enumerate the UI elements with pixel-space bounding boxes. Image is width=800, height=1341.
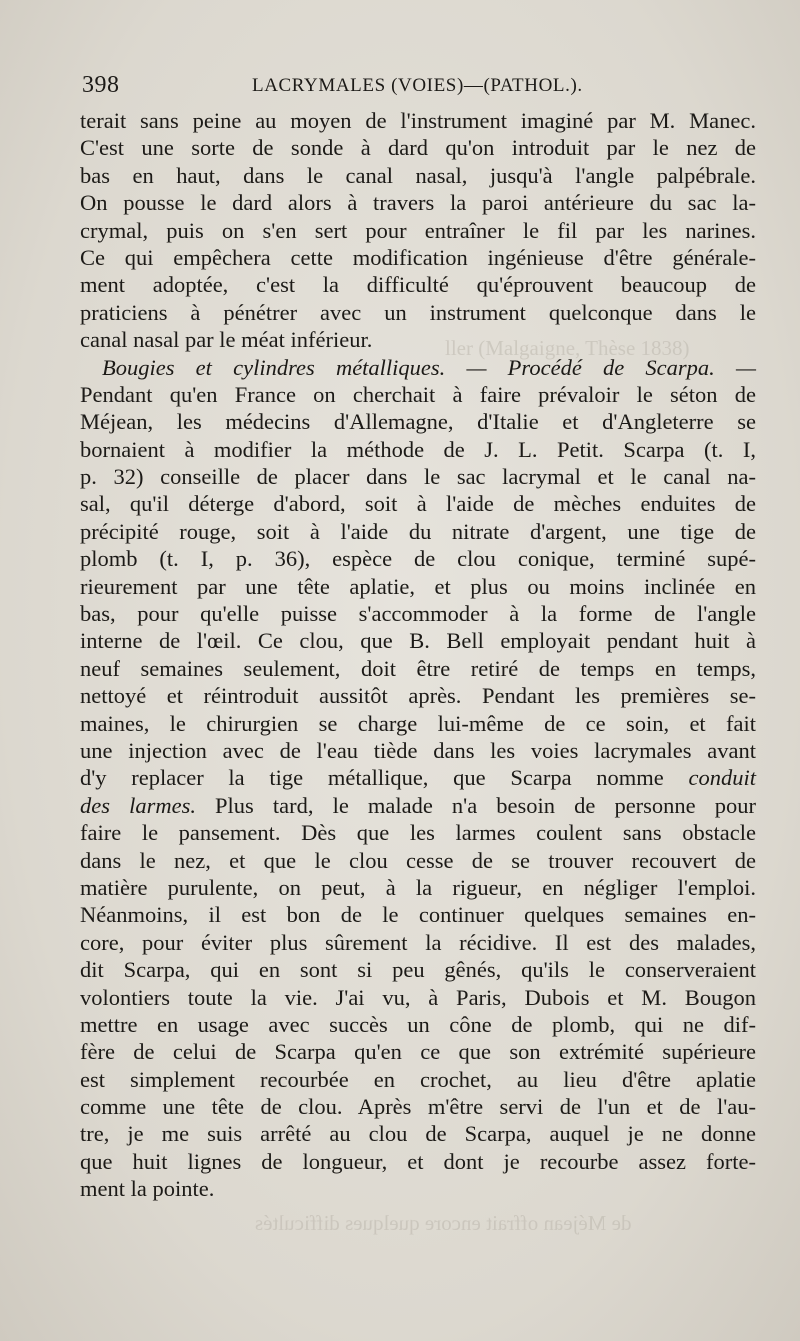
text-run: praticiens à pénétrer avec un instrument quelconque dans le [80, 299, 756, 325]
text-run: crymal, puis on s'en sert pour entraîner le fil par les narines. [80, 217, 756, 243]
text-line [80, 792, 756, 819]
italic-run: Bougies et cylindres métalliques. — Procédé de Scarpa. — [102, 354, 756, 380]
text-run: Plus tard, le malade n'a besoin de personne pour [195, 792, 756, 818]
text-run: Pendant qu'en France on cherchait à faire prévaloir le séton de [80, 381, 756, 407]
text-run: une injection avec de l'eau tiède dans les voies lacrymales avant [80, 737, 756, 763]
text-run: Néanmoins, il est bon de le continuer quelques semaines en- [80, 902, 756, 928]
text-line [80, 1011, 756, 1038]
text-run: matière purulente, on peut, à la rigueur, en négliger l'emploi. [80, 874, 756, 900]
bleed-through-text-top: ller (Malgaigne, Thèse 1838) [445, 336, 690, 360]
text-line [80, 107, 756, 134]
text-run: tre, je me suis arrêté au clou de Scarpa, auquel je ne donne [80, 1121, 756, 1147]
text-line [80, 764, 756, 791]
text-run: sal, qu'il déterge d'abord, soit à l'aide de mèches enduites de [80, 491, 756, 517]
body-text [80, 107, 756, 1203]
text-line [80, 134, 756, 161]
text-line [80, 490, 756, 517]
text-line [80, 299, 756, 326]
text-line [80, 217, 756, 244]
text-run: dans le nez, et que le clou cesse de se trouver recouvert de [80, 847, 756, 873]
text-run: d'y replacer la tige métallique, que Scarpa nomme [80, 765, 689, 791]
text-run: On pousse le dard alors à travers la paroi antérieure du sac la- [80, 190, 756, 216]
text-line [80, 408, 756, 435]
text-run: core, pour éviter plus sûrement la récidive. Il est des malades, [80, 929, 756, 955]
text-run: neuf semaines seulement, doit être retiré de temps en temps, [80, 655, 756, 681]
bleed-through-text-bottom: de Méjean offrait encore quelques difficultés [255, 1211, 632, 1235]
text-run: Ce qui empêchera cette modification ingénieuse d'être générale- [80, 244, 756, 270]
text-line [80, 956, 756, 983]
text-run: ment la pointe. [80, 1176, 215, 1202]
text-line [80, 600, 756, 627]
text-line [80, 463, 756, 490]
text-run: mettre en usage avec succès un cône de plomb, qui ne dif- [80, 1011, 756, 1037]
text-line [80, 1066, 756, 1093]
running-head: LACRYMALES (VOIES)—(PATHOL.). [252, 75, 583, 96]
text-line [80, 436, 756, 463]
text-run: bas, pour qu'elle puisse s'accommoder à la forme de l'angle [80, 601, 756, 627]
italic-run: des larmes. [80, 792, 196, 818]
text-line [80, 655, 756, 682]
text-line [80, 162, 756, 189]
text-run: dit Scarpa, qui en sont si peu gênés, qu'ils le conserveraient [80, 957, 756, 983]
text-line [80, 381, 756, 408]
text-run: p. 32) conseille de placer dans le sac lacrymal et le canal na- [80, 464, 756, 490]
text-line [80, 1093, 756, 1120]
text-line [80, 1148, 756, 1175]
text-run: rieurement par une tête aplatie, et plus ou moins inclinée en [80, 573, 756, 599]
text-run: volontiers toute la vie. J'ai vu, à Paris, Dubois et M. Bougon [80, 984, 756, 1010]
italic-run: conduit [688, 765, 756, 791]
text-run: terait sans peine au moyen de l'instrument imaginé par M. Manec. [80, 108, 756, 133]
text-line [80, 518, 756, 545]
page-header [82, 72, 752, 104]
text-line [80, 354, 756, 381]
page-number: 398 [82, 72, 120, 98]
text-line [80, 244, 756, 271]
text-run: est simplement recourbée en crochet, au lieu d'être aplatie [80, 1066, 756, 1092]
text-line [80, 847, 756, 874]
text-line [80, 901, 756, 928]
text-line [80, 1175, 756, 1202]
text-line [80, 929, 756, 956]
text-line [80, 1120, 756, 1147]
text-run: maines, le chirurgien se charge lui-même de ce soin, et fait [80, 710, 756, 736]
text-run: précipité rouge, soit à l'aide du nitrate d'argent, une tige de [80, 518, 756, 544]
text-run: fère de celui de Scarpa qu'en ce que son extrémité supérieure [80, 1039, 756, 1065]
text-run: interne de l'œil. Ce clou, que B. Bell employait pendant huit à [80, 628, 756, 654]
text-run: faire le pansement. Dès que les larmes coulent sans obstacle [80, 820, 756, 846]
text-line [80, 573, 756, 600]
text-run: canal nasal par le méat inférieur. [80, 327, 373, 353]
text-run: Méjean, les médecins d'Allemagne, d'Italie et d'Angleterre se [80, 409, 756, 435]
text-line [80, 710, 756, 737]
text-line [80, 819, 756, 846]
text-line [80, 271, 756, 298]
text-line [80, 189, 756, 216]
text-line [80, 326, 756, 353]
text-line [80, 627, 756, 654]
text-run: que huit lignes de longueur, et dont je recourbe assez forte- [80, 1148, 756, 1174]
text-run: bornaient à modifier la méthode de J. L. Petit. Scarpa (t. I, [80, 436, 756, 462]
text-line [80, 737, 756, 764]
text-run: C'est une sorte de sonde à dard qu'on introduit par le nez de [80, 135, 756, 161]
text-run: plomb (t. I, p. 36), espèce de clou conique, terminé supé- [80, 546, 756, 572]
text-line [80, 682, 756, 709]
text-line [80, 874, 756, 901]
text-run: comme une tête de clou. Après m'être servi de l'un et de l'au- [80, 1094, 756, 1120]
text-run: ment adoptée, c'est la difficulté qu'éprouvent beaucoup de [80, 272, 756, 298]
text-line [80, 1038, 756, 1065]
text-line [80, 545, 756, 572]
text-run: nettoyé et réintroduit aussitôt après. Pendant les premières se- [80, 683, 756, 709]
text-run: bas en haut, dans le canal nasal, jusqu'à l'angle palpébrale. [80, 162, 756, 188]
text-line [80, 984, 756, 1011]
